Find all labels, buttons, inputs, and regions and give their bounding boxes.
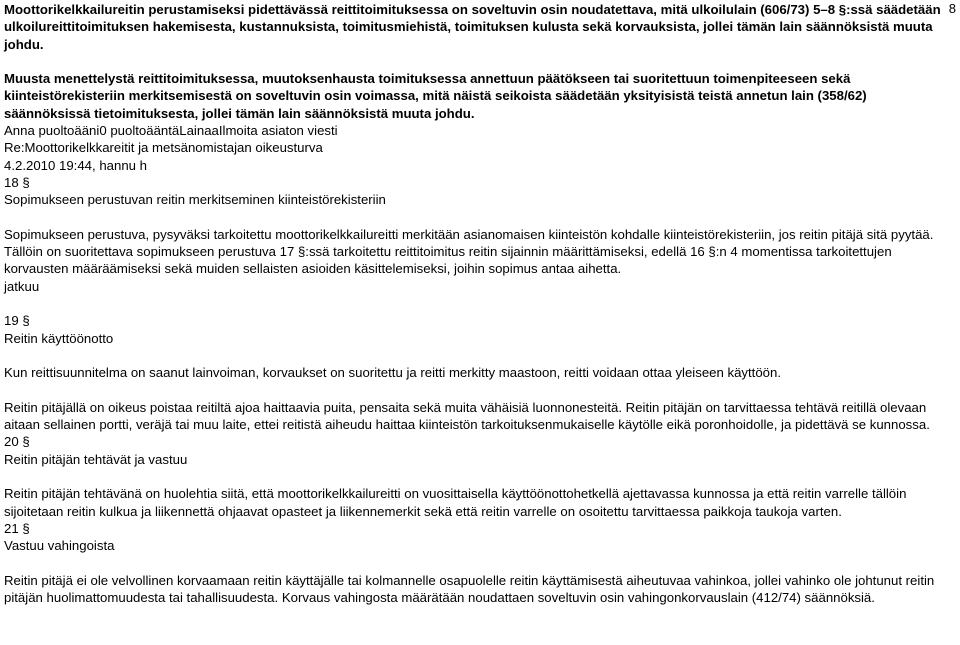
section-title-20: Reitin pitäjän tehtävät ja vastuu	[4, 451, 188, 467]
paragraph-sopimus: Sopimukseen perustuva, pysyväksi tarkoitettu moottorikelkkailureitti merkitään asianomaisen kiinteistön kohdalle kiinteistörekisteriin, jos reitin pitäjä sitä pyytää. Tällöin on suoritettava sopimukseen perustuva 17 §:ssä tarkoitettu reittitoimitus reitin sijainnin määrittämiseksi, edellä 16 §:n 4 momentissa tarkoitettujen korvausten määräämiseksi sekä muiden sellaisten asioiden käsittelemiseksi, joihin sopimus antaa aihetta.	[4, 226, 934, 277]
paragraph-oikeus-poistaa: Reitin pitäjällä on oikeus poistaa reitiltä ajoa haittaavia puita, pensaita sekä muita vähäisiä luonnonesteitä. Reitin pitäjän on tarvittaessa tehtävä reitillä olevaan aitaan sellainen portti, veräjä tai muu laite, ettei reitistä aiheudu haittaa kiinteistön tarkoituksenmukaiselle käytölle eikä poronhoidolle, ja pidettävä se kunnossa.	[4, 399, 930, 433]
continues-label: jatkuu	[4, 278, 40, 294]
paragraph-menettely: Muusta menettelystä reittitoimituksessa, muutoksenhausta toimituksessa annettuun päätökseen tai suoritettuun toimenpiteeseen sekä kiinteistörekisteriin merkitsemisestä on soveltuvin osin voimassa, mitä näistä seikoista säädetään yksityisistä teistä annetun lain (358/62) säännöksissä tietoimituksesta, jollei tämän lain säännöksistä muuta johdu.	[4, 71, 867, 121]
paragraph-vastuu: Reitin pitäjä ei ole velvollinen korvaamaan reitin käyttäjälle tai kolmannelle osapuolelle reitin käyttämisestä aiheutuvaa vahinkoa, jollei vahinko ole johtunut reitin pitäjän huolimattomuudesta tai tahallisuudesta. Korvaus vahingosta määrätään noudattaen soveltuvin osin vahingonkorvauslain (412/74) säännöksiä.	[4, 572, 935, 606]
paragraph-ulkoilulaki: Moottorikelkkailureitin perustamiseksi pidettävässä reittitoimituksessa on soveltuvin osin noudatettava, mitä ulkoilulain (606/73) 5–8 §:ssä säädetään ulkoilureittitoimituksen hakemisesta, kustannuksista, toimitusmiehistä, toimituksen kulusta sekä korvauksista, jollei tämän lain säännöksistä muuta johdu.	[4, 2, 941, 52]
section-title-18: Sopimukseen perustuvan reitin merkitseminen kiinteistörekisteriin	[4, 192, 386, 208]
section-title-21: Vastuu vahingoista	[4, 538, 115, 554]
paragraph-tehtavat: Reitin pitäjän tehtävänä on huolehtia siitä, että moottorikelkkailureitti on vuosittaisella käyttöönottohetkellä ajettavassa kunnossa ja että reitin varrelle tällöin sijoitetaan reitin kulkua ja liikennettä ohjaavat opasteet ja liikennemerkit sekä että reitin varrelle on osoitettu tarvittaessa paikkoja taukoja varten.	[4, 486, 907, 519]
spacer	[4, 295, 954, 312]
spacer	[4, 382, 954, 399]
section-number-19: 19 §	[4, 313, 30, 329]
spacer	[4, 468, 954, 485]
spacer	[4, 555, 954, 572]
spacer	[4, 347, 954, 364]
forum-post-title: Re:Moottorikelkkareitit ja metsänomistajan oikeusturva	[4, 140, 323, 156]
section-number-21: 21 §	[4, 520, 30, 536]
section-number-18: 18 §	[4, 174, 30, 190]
forum-post-meta: 4.2.2010 19:44, hannu h	[4, 157, 147, 173]
section-title-19: Reitin käyttöönotto	[4, 330, 114, 346]
paragraph-kayttoonotto: Kun reittisuunnitelma on saanut lainvoiman, korvaukset on suoritettu ja reitti merkitty maastoon, reitti voidaan ottaa yleiseen käyttöön.	[4, 365, 782, 381]
section-number-20: 20 §	[4, 434, 30, 450]
spacer	[4, 53, 954, 70]
document-body	[4, 0, 954, 606]
spacer	[4, 209, 954, 226]
page-number: 8	[948, 1, 956, 16]
forum-actions-line: Anna puoltoääni0 puoltoääntäLainaaIlmoita asiaton viesti	[4, 123, 338, 139]
